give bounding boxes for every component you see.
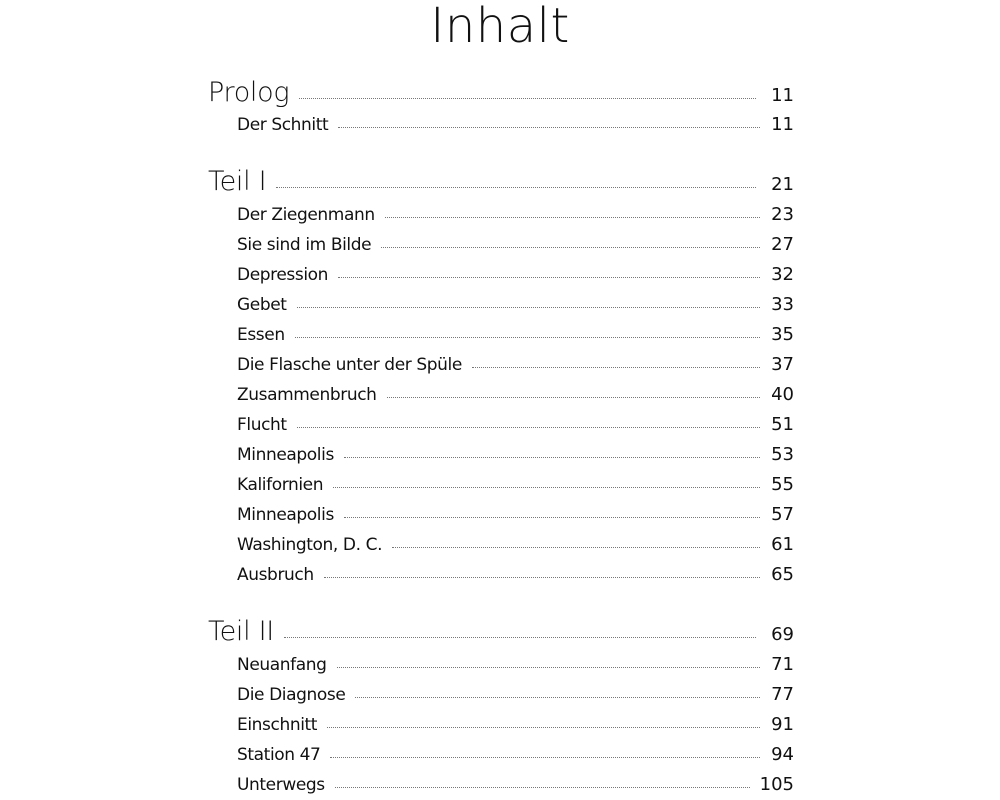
dot-leader [276, 187, 756, 188]
toc-chapter-label: Minneapolis [237, 505, 334, 525]
toc-part-label: Teil I [208, 166, 267, 197]
toc-chapter-label: Gebet [237, 295, 287, 315]
dot-leader [385, 217, 760, 218]
toc-chapter[interactable] [237, 234, 794, 255]
toc-page-number: 77 [771, 684, 794, 705]
dot-leader [472, 367, 760, 368]
toc-page-number: 65 [771, 564, 794, 585]
toc-page-number: 37 [771, 354, 794, 375]
dot-leader [338, 127, 760, 128]
dot-leader [335, 787, 750, 788]
dot-leader [324, 577, 760, 578]
toc-chapter-label: Der Ziegenmann [237, 205, 375, 225]
toc-part-prolog[interactable] [208, 77, 794, 108]
toc-page-number: 40 [771, 384, 794, 405]
toc-chapter-label: Depression [237, 265, 329, 285]
toc-chapter[interactable] [237, 354, 794, 375]
toc-chapter-label: Kalifornien [237, 475, 324, 495]
toc-chapter[interactable] [237, 474, 794, 495]
toc-chapter[interactable] [237, 264, 794, 285]
toc-chapter-label: Die Diagnose [237, 685, 346, 705]
toc-page-number: 11 [771, 114, 794, 135]
toc-page-number: 94 [771, 744, 794, 765]
toc-chapter-label: Flucht [237, 415, 287, 435]
toc-chapter-label: Zusammenbruch [237, 385, 377, 405]
dot-leader [381, 247, 760, 248]
toc-page-number: 51 [771, 414, 794, 435]
toc-page-number: 35 [771, 324, 794, 345]
toc-chapter-label: Station 47 [237, 745, 321, 765]
toc-part-label: Teil II [208, 616, 274, 647]
toc-chapter[interactable] [237, 684, 794, 705]
toc-chapter[interactable] [237, 204, 794, 225]
toc-chapter[interactable] [237, 744, 794, 765]
page-title: Inhalt [430, 0, 570, 54]
toc-page-number: 105 [759, 774, 794, 795]
dot-leader [297, 427, 760, 428]
dot-leader [344, 457, 760, 458]
dot-leader [344, 517, 760, 518]
toc-page-number: 69 [771, 624, 794, 645]
toc-chapter-label: Neuanfang [237, 655, 327, 675]
dot-leader [299, 98, 756, 99]
dot-leader [330, 757, 760, 758]
toc-chapter-label: Die Flasche unter der Spüle [237, 355, 462, 375]
toc-page-number: 27 [771, 234, 794, 255]
toc-chapter[interactable] [237, 564, 794, 585]
toc-chapter-label: Der Schnitt [237, 115, 329, 135]
toc-page-number: 53 [771, 444, 794, 465]
dot-leader [355, 697, 760, 698]
toc-chapter-label: Washington, D. C. [237, 535, 383, 555]
toc-chapter[interactable] [237, 414, 794, 435]
dot-leader [284, 637, 756, 638]
toc-page-number: 55 [771, 474, 794, 495]
toc-chapter-label: Einschnitt [237, 715, 318, 735]
toc-chapter[interactable] [237, 444, 794, 465]
toc-chapter-label: Minneapolis [237, 445, 334, 465]
toc-chapter[interactable] [237, 534, 794, 555]
toc-chapter[interactable] [237, 774, 794, 795]
toc-page-number: 61 [771, 534, 794, 555]
toc-chapter[interactable] [237, 504, 794, 525]
dot-leader [327, 727, 760, 728]
toc-part-label: Prolog [208, 77, 290, 108]
toc-chapter[interactable] [237, 654, 794, 675]
toc-part-teil-ii[interactable] [208, 616, 794, 647]
toc-chapter[interactable] [237, 714, 794, 735]
toc-page-number: 32 [771, 264, 794, 285]
toc-chapter[interactable] [237, 324, 794, 345]
toc-page-number: 21 [771, 174, 794, 195]
toc-chapter-label: Essen [237, 325, 285, 345]
toc-chapter[interactable] [237, 114, 794, 135]
toc-chapter-label: Sie sind im Bilde [237, 235, 372, 255]
toc-chapter-label: Unterwegs [237, 775, 325, 795]
toc-part-teil-i[interactable] [208, 166, 794, 197]
toc-page-number: 23 [771, 204, 794, 225]
dot-leader [338, 277, 760, 278]
dot-leader [387, 397, 760, 398]
dot-leader [297, 307, 760, 308]
toc-chapter-label: Ausbruch [237, 565, 314, 585]
dot-leader [333, 487, 760, 488]
toc-page-number: 33 [771, 294, 794, 315]
toc-page-number: 57 [771, 504, 794, 525]
toc-page-number: 71 [771, 654, 794, 675]
toc-chapter[interactable] [237, 384, 794, 405]
dot-leader [392, 547, 760, 548]
toc-chapter[interactable] [237, 294, 794, 315]
dot-leader [337, 667, 760, 668]
toc-page-number: 11 [771, 85, 794, 106]
dot-leader [295, 337, 760, 338]
toc-page-number: 91 [771, 714, 794, 735]
